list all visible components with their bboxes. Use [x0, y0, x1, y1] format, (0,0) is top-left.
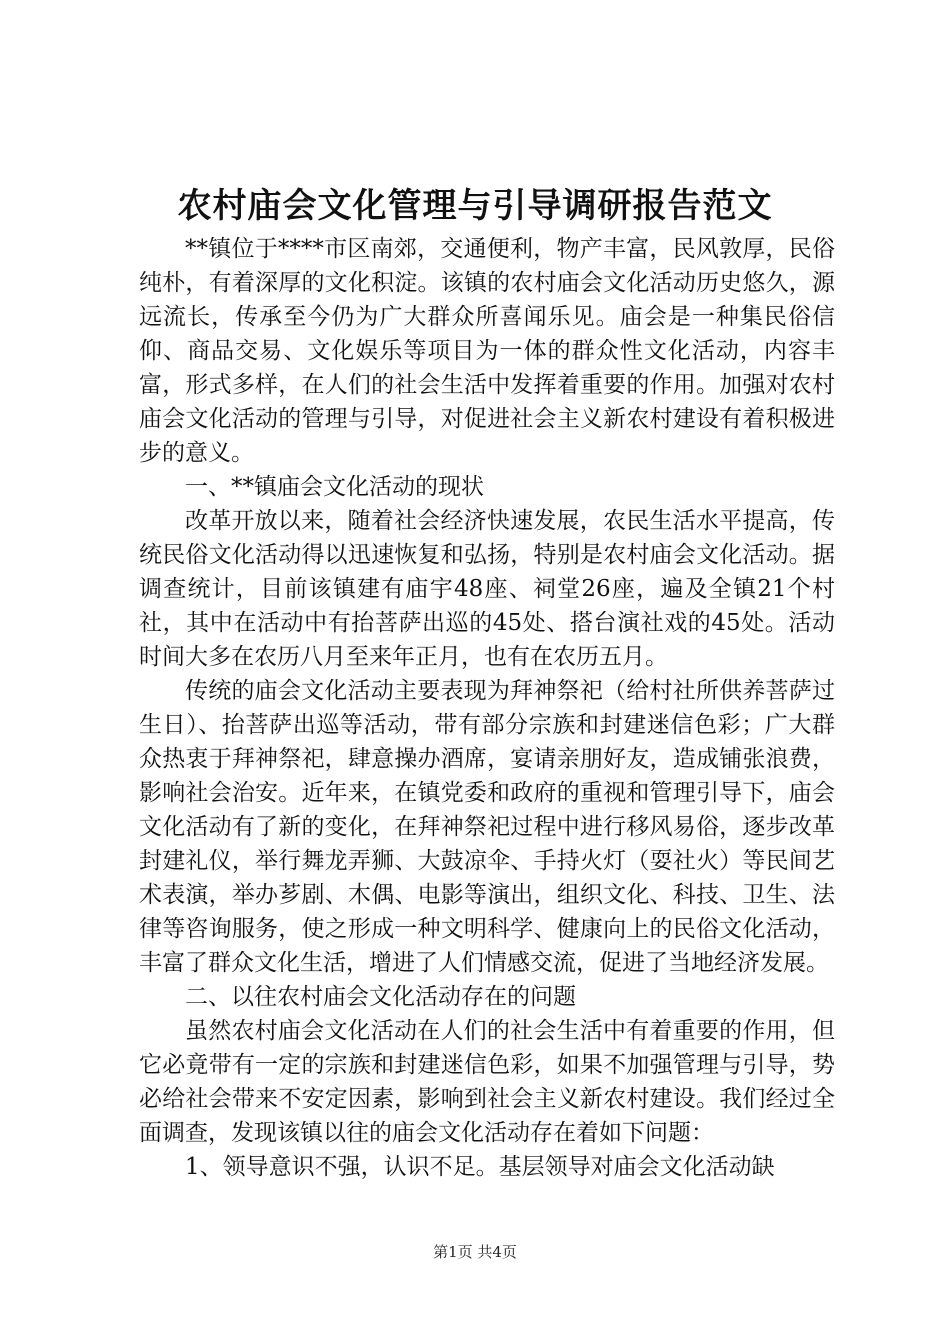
section-heading-1: 一、**镇庙会文化活动的现状 [185, 474, 484, 500]
section-heading-2: 二、以往农村庙会文化活动存在的问题 [185, 984, 576, 1010]
paragraph-intro: **镇位于****市区南郊，交通便利，物产丰富，民风敦厚，民俗纯朴，有着深厚的文化积淀。该镇的农村庙会文化活动历史悠久，源远流长，传承至今仍为广大群众所喜闻乐见。庙会是一种集民俗信仰、商品交易、文化娱乐等项目为一体的群众性文化活动，内容丰富，形式多样，在人们的社会生活中发挥着重要的作用。加强对农村庙会文化活动的管理与引导，对促进社会主义新农村建设有着积极进步的意义。 [139, 236, 835, 466]
paragraph-traditional: 传统的庙会文化活动主要表现为拜神祭祀（给村社所供养菩萨过生日）、抬菩萨出巡等活动，带有部分宗族和封建迷信色彩；广大群众热衷于拜神祭祀，肆意操办酒席，宴请亲朋好友，造成铺张浪费，影响社会治安。近年来，在镇党委和政府的重视和管理引导下，庙会文化活动有了新的变化，在拜神祭祀过程中进行移风易俗，逐步改革封建礼仪，举行舞龙弄狮、大鼓凉伞、手持火灯（耍社火）等民间艺术表演，举办芗剧、木偶、电影等演出，组织文化、科技、卫生、法律等咨询服务，使之形成一种文明科学、健康向上的民俗文化活动，丰富了群众文化生活，增进了人们情感交流，促进了当地经济发展。 [139, 678, 835, 976]
document-body [139, 232, 835, 1184]
page-number: 第1页 共4页 [433, 1243, 517, 1261]
paragraph-problems: 虽然农村庙会文化活动在人们的社会生活中有着重要的作用，但它必竟带有一定的宗族和封建迷信色彩，如果不加强管理与引导，势必给社会带来不安定因素，影响到社会主义新农村建设。我们经过全面调查，发现该镇以往的庙会文化活动存在着如下问题： [139, 1018, 835, 1146]
document-title: 农村庙会文化管理与引导调研报告范文 [177, 186, 773, 226]
paragraph-item-1: 1、领导意识不强，认识不足。基层领导对庙会文化活动缺 [185, 1154, 775, 1180]
paragraph-status: 改革开放以来，随着社会经济快速发展，农民生活水平提高，传统民俗文化活动得以迅速恢复和弘扬，特别是农村庙会文化活动。据调查统计，目前该镇建有庙宇48座、祠堂26座，遍及全镇21个村社，其中在活动中有抬菩萨出巡的45处、搭台演社戏的45处。活动时间大多在农历八月至来年正月，也有在农历五月。 [139, 508, 835, 670]
